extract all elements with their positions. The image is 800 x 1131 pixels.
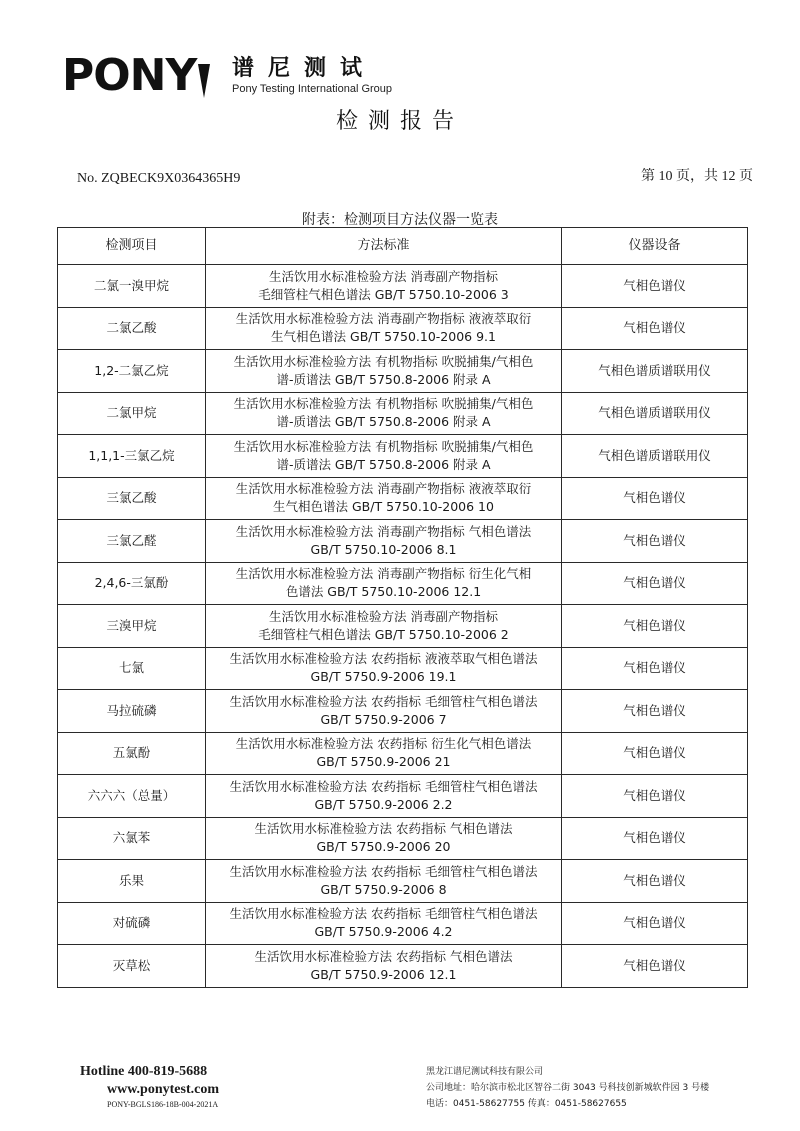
header-equipment: 仪器设备 bbox=[562, 228, 748, 265]
cell-equipment: 气相色谱质谱联用仪 bbox=[562, 435, 748, 478]
cell-method bbox=[206, 392, 562, 435]
method-line-2: 谱-质谱法 GB/T 5750.8-2006 附录 A bbox=[276, 371, 491, 387]
footer-phone-fax: 电话：0451-58627755 传真：0451-58627655 bbox=[426, 1099, 627, 1109]
cell-equipment: 气相色谱仪 bbox=[562, 562, 748, 605]
cell-method bbox=[206, 732, 562, 775]
method-line-2: 谱-质谱法 GB/T 5750.8-2006 附录 A bbox=[276, 414, 491, 430]
cell-equipment: 气相色谱质谱联用仪 bbox=[562, 350, 748, 393]
company-logo bbox=[62, 50, 210, 101]
cell-equipment: 气相色谱质谱联用仪 bbox=[562, 392, 748, 435]
method-line-2: GB/T 5750.9-2006 20 bbox=[316, 839, 451, 855]
method-line-2: GB/T 5750.10-2006 8.1 bbox=[310, 541, 457, 557]
method-line-1: 生活饮用水标准检验方法 消毒副产物指标 气相色谱法 bbox=[235, 523, 532, 539]
cell-item: 三溴甲烷 bbox=[58, 605, 206, 648]
cell-item: 六氯苯 bbox=[58, 817, 206, 860]
method-line-1: 生活饮用水标准检验方法 有机物指标 吹脱捕集/气相色 bbox=[233, 438, 534, 454]
cell-method bbox=[206, 435, 562, 478]
header-item: 检测项目 bbox=[58, 228, 206, 265]
table-row bbox=[58, 477, 748, 520]
footer-address: 公司地址：哈尔滨市松北区智谷二街 3043 号科技创新城软件园 3 号楼 bbox=[426, 1083, 710, 1093]
method-line-1: 生活饮用水标准检验方法 消毒副产物指标 bbox=[269, 608, 498, 624]
table-row bbox=[58, 350, 748, 393]
logo-triangle-icon bbox=[198, 62, 210, 98]
cell-equipment: 气相色谱仪 bbox=[562, 477, 748, 520]
cell-method bbox=[206, 520, 562, 563]
method-line-2: GB/T 5750.9-2006 12.1 bbox=[310, 966, 457, 982]
method-line-2: GB/T 5750.9-2006 19.1 bbox=[310, 669, 457, 685]
table-row bbox=[58, 562, 748, 605]
cell-equipment: 气相色谱仪 bbox=[562, 605, 748, 648]
cell-equipment: 气相色谱仪 bbox=[562, 775, 748, 818]
cell-equipment: 气相色谱仪 bbox=[562, 732, 748, 775]
table-row bbox=[58, 775, 748, 818]
method-line-2: GB/T 5750.9-2006 4.2 bbox=[314, 924, 453, 940]
cell-item: 1,1,1-三氯乙烷 bbox=[58, 435, 206, 478]
cell-item: 三氯乙醛 bbox=[58, 520, 206, 563]
report-number: No. ZQBECK9X0364365H9 bbox=[77, 171, 241, 186]
method-line-1: 生活饮用水标准检验方法 农药指标 毛细管柱气相色谱法 bbox=[229, 778, 538, 794]
cell-item: 三氯乙酸 bbox=[58, 477, 206, 520]
method-line-2: 谱-质谱法 GB/T 5750.8-2006 附录 A bbox=[276, 456, 491, 472]
table-row bbox=[58, 945, 748, 988]
table-row bbox=[58, 307, 748, 350]
cell-item: 二氯乙酸 bbox=[58, 307, 206, 350]
method-line-1: 生活饮用水标准检验方法 农药指标 气相色谱法 bbox=[254, 821, 513, 837]
footer-website: www.ponytest.com bbox=[107, 1082, 219, 1097]
method-line-1: 生活饮用水标准检验方法 消毒副产物指标 液液萃取衍 bbox=[235, 311, 532, 327]
cell-item: 对硫磷 bbox=[58, 902, 206, 945]
method-line-2: GB/T 5750.9-2006 21 bbox=[316, 754, 451, 770]
cell-item: 1,2-二氯乙烷 bbox=[58, 350, 206, 393]
table-row bbox=[58, 265, 748, 308]
cell-method bbox=[206, 902, 562, 945]
cell-method bbox=[206, 562, 562, 605]
brand-name-en: Pony Testing International Group bbox=[232, 83, 393, 95]
method-line-1: 生活饮用水标准检验方法 有机物指标 吹脱捕集/气相色 bbox=[233, 353, 534, 369]
methods-table bbox=[57, 227, 748, 988]
cell-method bbox=[206, 605, 562, 648]
cell-item: 二氯甲烷 bbox=[58, 392, 206, 435]
logo-wordmark: PONY bbox=[62, 50, 197, 101]
method-line-1: 生活饮用水标准检验方法 农药指标 毛细管柱气相色谱法 bbox=[229, 906, 538, 922]
cell-item: 七氯 bbox=[58, 647, 206, 690]
table-row bbox=[58, 605, 748, 648]
cell-item: 灭草松 bbox=[58, 945, 206, 988]
brand-block bbox=[232, 56, 392, 96]
footer-hotline: Hotline 400-819-5688 bbox=[80, 1064, 208, 1079]
table-header-row bbox=[58, 228, 748, 265]
footer-company-info bbox=[426, 1064, 709, 1112]
cell-equipment: 气相色谱仪 bbox=[562, 265, 748, 308]
method-line-2: GB/T 5750.9-2006 8 bbox=[320, 881, 447, 897]
cell-item: 2,4,6-三氯酚 bbox=[58, 562, 206, 605]
cell-item: 二氯一溴甲烷 bbox=[58, 265, 206, 308]
cell-equipment: 气相色谱仪 bbox=[562, 902, 748, 945]
method-line-1: 生活饮用水标准检验方法 农药指标 衍生化气相色谱法 bbox=[235, 736, 532, 752]
method-line-1: 生活饮用水标准检验方法 农药指标 气相色谱法 bbox=[254, 948, 513, 964]
method-line-2: 毛细管柱气相色谱法 GB/T 5750.10-2006 3 bbox=[258, 286, 509, 302]
table-row bbox=[58, 435, 748, 478]
table-caption: 附表：检测项目方法仪器一览表 bbox=[302, 212, 498, 228]
table-row bbox=[58, 732, 748, 775]
method-line-1: 生活饮用水标准检验方法 农药指标 毛细管柱气相色谱法 bbox=[229, 693, 538, 709]
method-line-2: 色谱法 GB/T 5750.10-2006 12.1 bbox=[285, 584, 482, 600]
method-line-2: 毛细管柱气相色谱法 GB/T 5750.10-2006 2 bbox=[258, 626, 509, 642]
cell-equipment: 气相色谱仪 bbox=[562, 520, 748, 563]
cell-method bbox=[206, 477, 562, 520]
cell-method bbox=[206, 945, 562, 988]
method-line-1: 生活饮用水标准检验方法 农药指标 毛细管柱气相色谱法 bbox=[229, 863, 538, 879]
method-line-2: GB/T 5750.9-2006 7 bbox=[320, 711, 447, 727]
cell-equipment: 气相色谱仪 bbox=[562, 647, 748, 690]
table-row bbox=[58, 860, 748, 903]
method-line-2: GB/T 5750.9-2006 2.2 bbox=[314, 796, 453, 812]
footer-contact bbox=[80, 1063, 219, 1111]
cell-method bbox=[206, 647, 562, 690]
page-indicator: 第 10 页，共 12 页 bbox=[641, 169, 753, 184]
method-line-1: 生活饮用水标准检验方法 消毒副产物指标 衍生化气相 bbox=[235, 566, 532, 582]
table-row bbox=[58, 392, 748, 435]
cell-equipment: 气相色谱仪 bbox=[562, 690, 748, 733]
table-row bbox=[58, 690, 748, 733]
cell-equipment: 气相色谱仪 bbox=[562, 945, 748, 988]
cell-method bbox=[206, 775, 562, 818]
cell-method bbox=[206, 265, 562, 308]
cell-equipment: 气相色谱仪 bbox=[562, 307, 748, 350]
cell-method bbox=[206, 350, 562, 393]
method-line-2: 生气相色谱法 GB/T 5750.10-2006 9.1 bbox=[271, 329, 496, 345]
cell-method bbox=[206, 690, 562, 733]
method-line-1: 生活饮用水标准检验方法 消毒副产物指标 bbox=[269, 268, 498, 284]
cell-method bbox=[206, 860, 562, 903]
cell-item: 乐果 bbox=[58, 860, 206, 903]
cell-item: 马拉硫磷 bbox=[58, 690, 206, 733]
header-method: 方法标准 bbox=[206, 228, 562, 265]
cell-item: 五氯酚 bbox=[58, 732, 206, 775]
method-line-1: 生活饮用水标准检验方法 农药指标 液液萃取气相色谱法 bbox=[229, 651, 538, 667]
table-row bbox=[58, 902, 748, 945]
footer-form-code: PONY-BGLS186-18B-004-2021A bbox=[107, 1100, 219, 1109]
method-line-2: 生气相色谱法 GB/T 5750.10-2006 10 bbox=[273, 499, 494, 515]
table-row bbox=[58, 647, 748, 690]
cell-method bbox=[206, 307, 562, 350]
cell-equipment: 气相色谱仪 bbox=[562, 817, 748, 860]
footer-company-name: 黑龙江谱尼测试科技有限公司 bbox=[426, 1067, 544, 1077]
report-title: 检测报告 bbox=[335, 109, 464, 134]
table-row bbox=[58, 520, 748, 563]
method-line-1: 生活饮用水标准检验方法 有机物指标 吹脱捕集/气相色 bbox=[233, 396, 534, 412]
cell-item: 六六六（总量） bbox=[58, 775, 206, 818]
cell-equipment: 气相色谱仪 bbox=[562, 860, 748, 903]
brand-name-cn: 谱尼测试 bbox=[232, 56, 377, 81]
table-row bbox=[58, 817, 748, 860]
method-line-1: 生活饮用水标准检验方法 消毒副产物指标 液液萃取衍 bbox=[235, 481, 532, 497]
cell-method bbox=[206, 817, 562, 860]
